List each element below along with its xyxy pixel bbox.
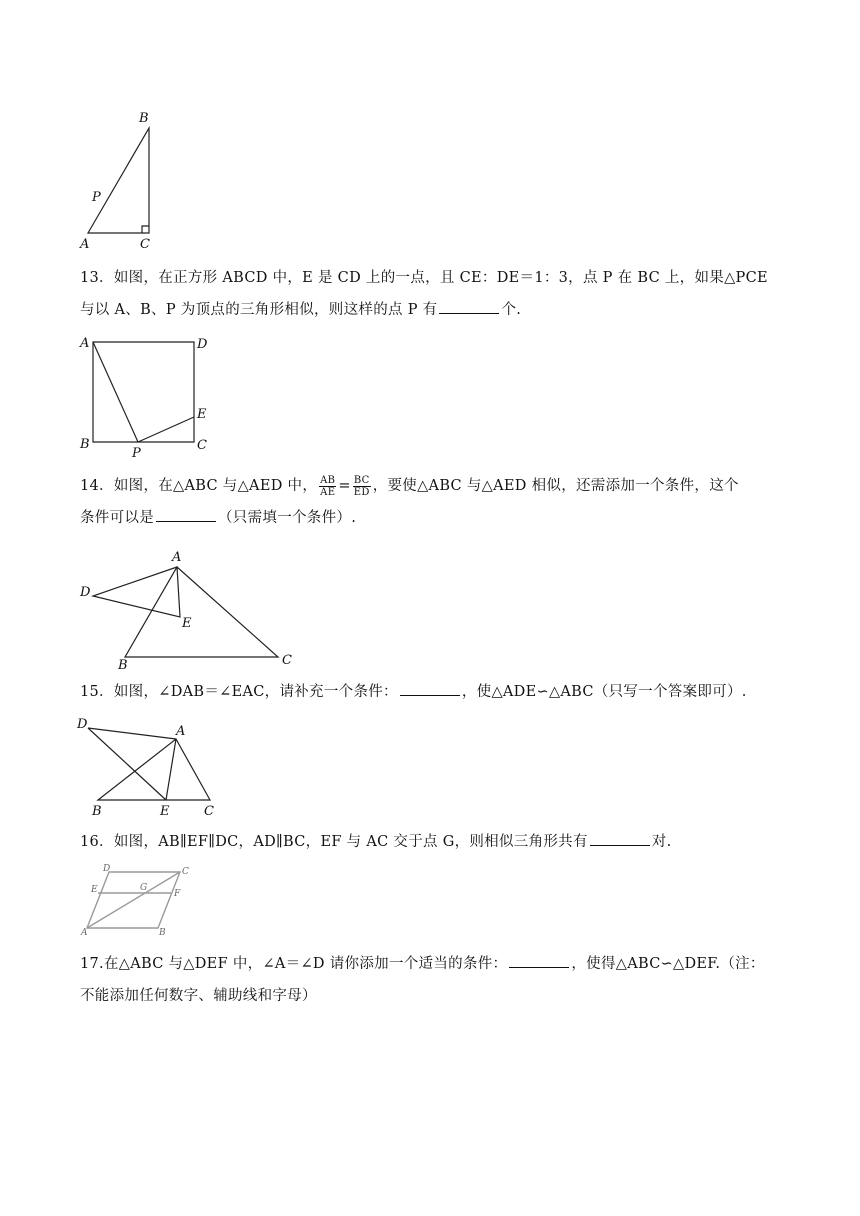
q13-text-line1: 13．如图，在正方形 ABCD 中，E 是 CD 上的一点，且 CE：DE＝1：3，点 P 在 BC 上，如果△PCE [80, 270, 768, 286]
q14-text-line1-end: ，要使△ABC 与△AED 相似，还需添加一个条件，这个 [372, 478, 739, 494]
label-b: B [159, 928, 166, 938]
right-triangle-figure [78, 104, 168, 254]
question-15 [80, 676, 782, 708]
label-a: A [172, 550, 182, 565]
parallelogram-figure [80, 862, 195, 938]
q17-text-b: ，使得△ABC∽△DEF.（注： [571, 956, 765, 972]
question-13 [80, 262, 782, 326]
label-a: A [176, 724, 186, 739]
frac2-denominator: ED [353, 486, 370, 498]
label-a: A [81, 928, 88, 938]
label-b: B [118, 658, 128, 673]
label-d: D [103, 864, 111, 874]
label-p: P [132, 446, 141, 461]
label-d: D [77, 717, 88, 732]
q13-text-line2: 与以 A、B、P 为顶点的三角形相似，则这样的点 P 有 [80, 302, 438, 318]
label-c: C [197, 438, 207, 453]
label-c: C [182, 867, 189, 877]
fraction-ab-ae [319, 475, 336, 498]
frac1-denominator: AE [320, 486, 336, 498]
q16-text-b: 对. [651, 834, 672, 850]
label-d: D [80, 585, 91, 600]
q15-text-a: 15．如图，∠DAB＝∠EAC，请补充一个条件： [80, 684, 398, 700]
label-c: C [282, 653, 292, 668]
label-f: F [174, 889, 181, 899]
frac2-numerator: BC [353, 474, 370, 486]
q14-text-line2: 条件可以是 [80, 510, 154, 526]
equals-sign: = [338, 478, 351, 494]
label-b: B [139, 111, 149, 126]
q15-text-b: ，使△ADE∽△ABC（只写一个答案即可）. [461, 684, 747, 700]
q17-text-c: 不能添加任何数字、辅助线和字母） [80, 988, 317, 1004]
q13-answer-blank[interactable] [439, 299, 499, 314]
q13-text-end: 个. [501, 302, 522, 318]
label-e: E [197, 407, 207, 422]
label-c: C [204, 804, 214, 819]
q14-text-line1: 14．如图，在△ABC 与△AED 中， [80, 478, 318, 494]
label-c: C [140, 237, 150, 252]
label-d: D [197, 337, 208, 352]
q14-answer-blank[interactable] [156, 507, 216, 522]
question-14 [80, 470, 782, 534]
square-figure [78, 333, 218, 461]
label-a: A [80, 336, 90, 351]
label-g: G [140, 883, 148, 893]
label-e: E [182, 616, 192, 631]
question-16 [80, 826, 782, 858]
label-a: A [80, 237, 90, 252]
label-p: P [92, 190, 101, 205]
q16-text-a: 16．如图，AB∥EF∥DC，AD∥BC，EF 与 AC 交于点 G，则相似三角形共有 [80, 834, 588, 850]
frac1-numerator: AB [320, 474, 336, 486]
q17-answer-blank[interactable] [509, 953, 569, 968]
label-b: B [80, 437, 90, 452]
q16-answer-blank[interactable] [590, 831, 650, 846]
label-e: E [91, 885, 98, 895]
question-17 [80, 948, 782, 1012]
q14-text-end: （只需填一个条件）. [218, 510, 357, 526]
triangle-ade-abc-figure [76, 713, 226, 819]
two-triangles-figure [78, 548, 303, 673]
q15-answer-blank[interactable] [400, 681, 460, 696]
q17-text-a: 17.在△ABC 与△DEF 中，∠A＝∠D 请你添加一个适当的条件： [80, 956, 508, 972]
label-b: B [92, 804, 102, 819]
label-e: E [160, 804, 170, 819]
fraction-bc-ed [353, 475, 371, 498]
